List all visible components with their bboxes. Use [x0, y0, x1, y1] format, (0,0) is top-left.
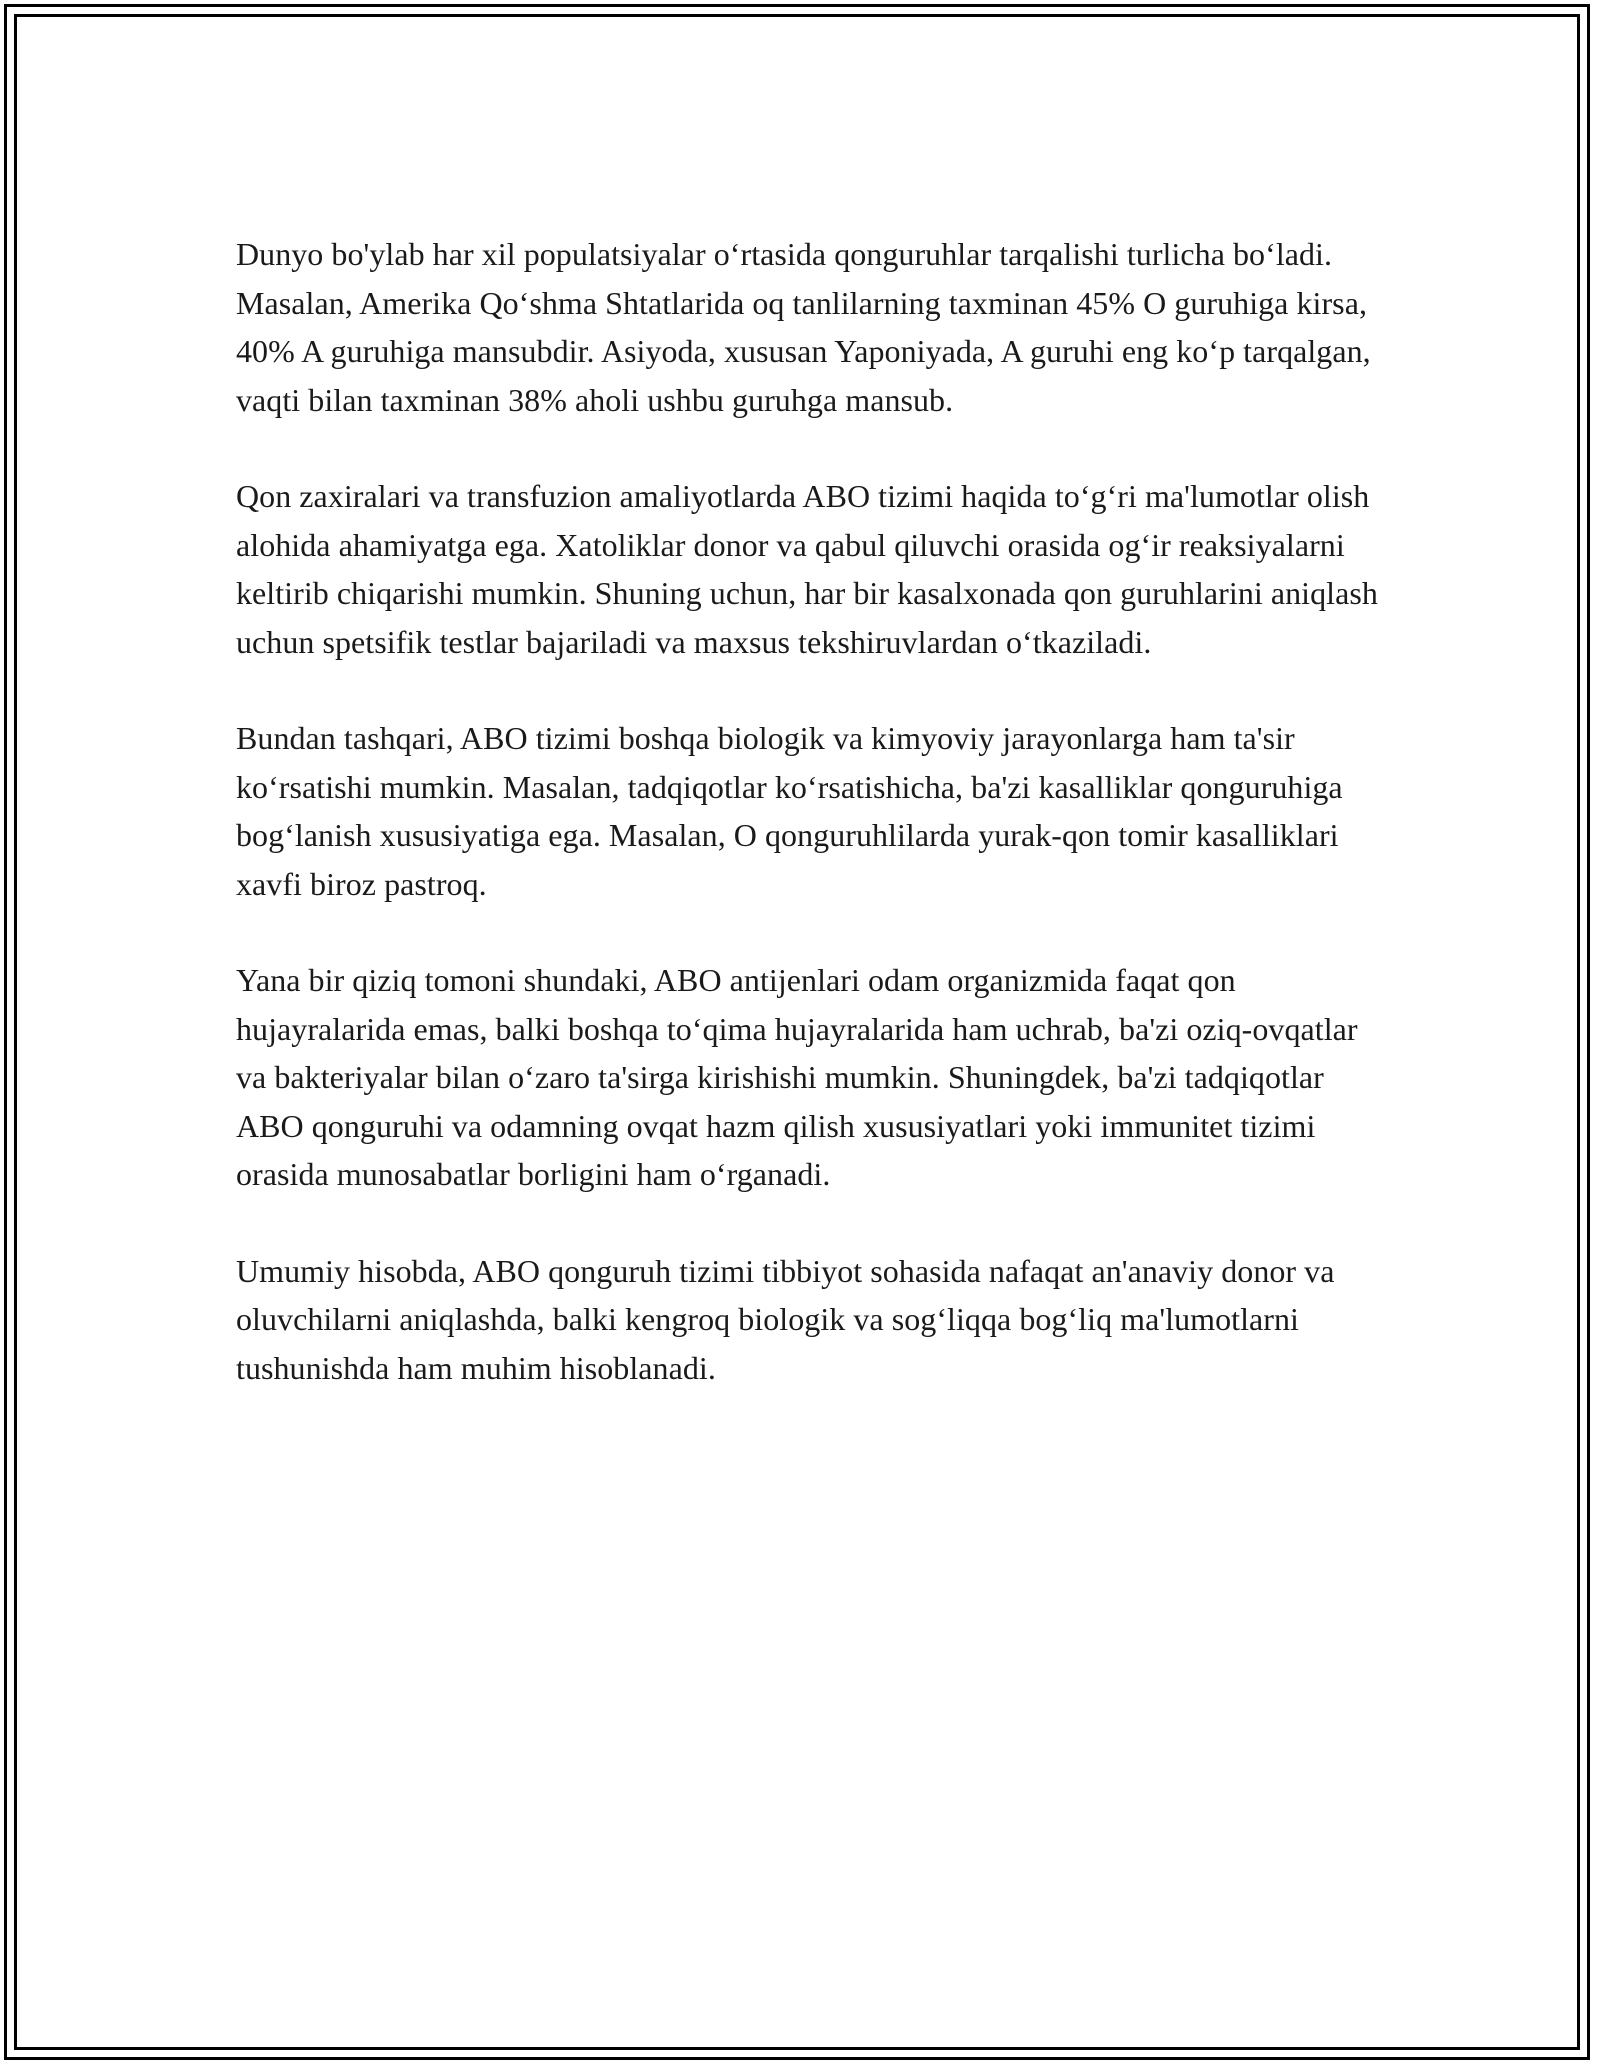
paragraph-3: Bundan tashqari, ABO tizimi boshqa biologik va kimyoviy jarayonlarga ham ta'sir ko‘rsatishi mumkin. Masalan, tadqiqotlar ko‘rsatishicha, ba'zi kasalliklar qonguruhiga bog‘lanish xususiyatiga ega. Masalan, O qonguruhlilarda yurak-qon tomir kasalliklari xavfi biroz pastroq. [236, 720, 1343, 902]
document-body [236, 230, 1386, 1392]
paragraph-4: Yana bir qiziq tomoni shundaki, ABO antijenlari odam organizmida faqat qon hujayralarida emas, balki boshqa to‘qima hujayralarida ham uchrab, ba'zi oziq-ovqatlar va bakteriyalar bilan o‘zaro ta'sirga kirishishi mumkin. Shuningdek, ba'zi tadqiqotlar ABO qonguruhi va odamning ovqat hazm qilish xususiyatlari yoki immunitet tizimi orasida munosabatlar borligini ham o‘rganadi. [236, 962, 1358, 1192]
paragraph-5: Umumiy hisobda, ABO qonguruh tizimi tibbiyot sohasida nafaqat an'anaviy donor va oluvchilarni aniqlashda, balki kengroq biologik va sog‘liqqa bog‘liq ma'lumotlarni tushunishda ham muhim hisoblanadi. [236, 1252, 1335, 1386]
paragraph-1: Dunyo bo'ylab har xil populatsiyalar o‘rtasida qonguruhlar tarqalishi turlicha bo‘ladi. Masalan, Amerika Qo‘shma Shtatlarida oq tanlilarning taxminan 45% O guruhiga kirsa, 40% A guruhiga mansubdir. Asiyoda, xususan Yaponiyada, A guruhi eng ko‘p tarqalgan, vaqti bilan taxminan 38% aholi ushbu guruhga mansub. [236, 236, 1371, 418]
paragraph-2: Qon zaxiralari va transfuzion amaliyotlarda ABO tizimi haqida to‘g‘ri ma'lumotlar olish alohida ahamiyatga ega. Xatoliklar donor va qabul qiluvchi orasida og‘ir reaksiyalarni keltirib chiqarishi mumkin. Shuning uchun, har bir kasalxonada qon guruhlarini aniqlash uchun spetsifik testlar bajariladi va maxsus tekshiruvlardan o‘tkaziladi. [236, 478, 1378, 660]
